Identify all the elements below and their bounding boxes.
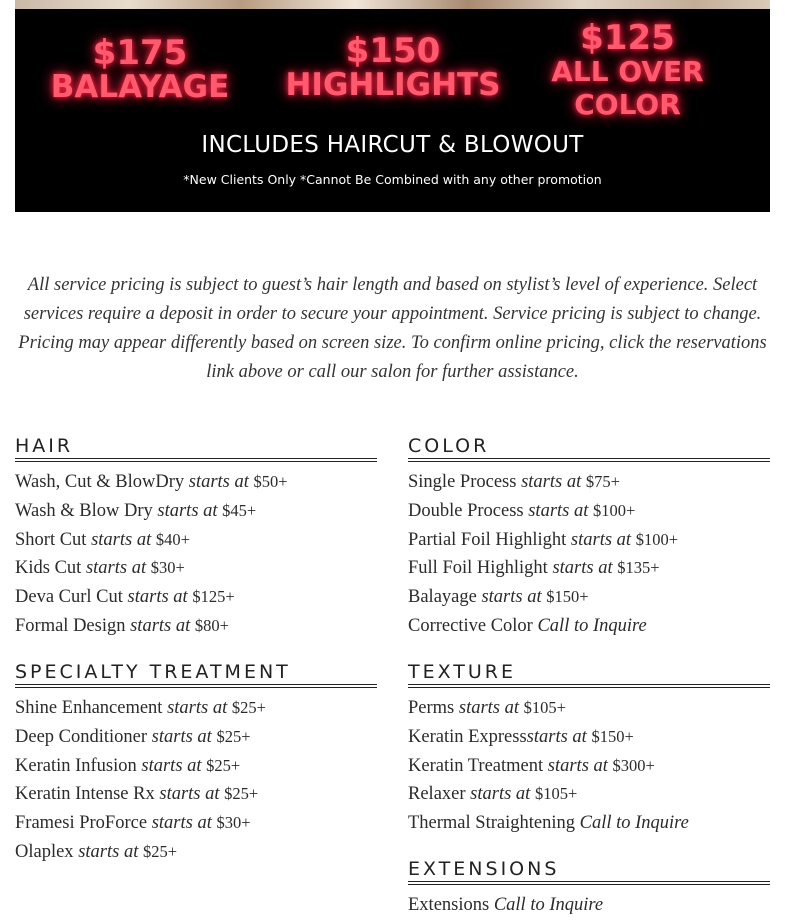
service-price: $30+: [216, 813, 251, 833]
service-list: [408, 891, 770, 920]
service-price: $150+: [546, 587, 589, 607]
service-item: [408, 612, 770, 641]
service-price: $105+: [534, 784, 578, 804]
service-price: $45+: [222, 500, 257, 520]
service-price: $100+: [593, 500, 636, 520]
service-item: [408, 694, 770, 723]
section-texture: [408, 660, 770, 838]
service-name: Wash & Blow Dry: [15, 500, 153, 521]
service-price: $25+: [224, 784, 259, 804]
service-name: Keratin Express: [408, 726, 527, 747]
promo-name: HIGHLIGHTS: [285, 67, 501, 103]
service-item: [408, 583, 770, 612]
service-name: Olaplex: [15, 841, 74, 862]
service-name: Short Cut: [15, 529, 87, 550]
service-item: [408, 723, 770, 752]
service-qualifier: starts at: [570, 529, 632, 550]
service-name: Deep Conditioner: [15, 726, 148, 747]
promo-price: $175: [92, 33, 188, 73]
service-name: Keratin Infusion: [15, 755, 137, 776]
service-list: [408, 694, 770, 838]
promo-name-line2: COLOR: [574, 88, 681, 121]
service-list: [408, 468, 770, 641]
service-item: [15, 694, 377, 723]
service-qualifier: starts at: [481, 587, 542, 608]
section-heading: EXTENSIONS: [408, 858, 560, 880]
service-name: Formal Design: [15, 615, 126, 636]
service-name: Corrective Color: [408, 615, 533, 636]
promo-banner: [15, 0, 770, 212]
service-price: $25+: [142, 841, 178, 861]
pricing-disclaimer: All service pricing is subject to guest’s hair length and based on stylist’s level of experience. Select services require a deposit in order to secure your appointment. Service pricing is subject to change. Pricing may appear differently based on screen size. To confirm online pricing, click the reservations link above or call our salon for further assistance.: [18, 274, 767, 382]
service-name: Partial Foil Highlight: [408, 529, 567, 550]
service-price: $75+: [585, 472, 620, 491]
service-qualifier: starts at: [470, 784, 531, 805]
service-name: Extensions: [408, 895, 490, 915]
service-item: [408, 468, 770, 497]
service-item: [15, 838, 377, 867]
service-qualifier: starts at: [521, 472, 582, 492]
service-price: $105+: [523, 698, 566, 717]
service-price: $40+: [155, 529, 190, 549]
service-price: $150+: [591, 726, 634, 746]
service-price: $135+: [617, 558, 660, 578]
service-item: [15, 612, 377, 641]
service-name: Balayage: [408, 587, 477, 608]
promo-price: $150: [345, 31, 441, 71]
service-item: [15, 554, 377, 583]
section-divider: [15, 684, 377, 688]
service-item: [15, 583, 377, 612]
promo-name: BALAYAGE: [50, 69, 230, 105]
service-price: $50+: [253, 472, 288, 491]
section-divider: [408, 458, 770, 462]
service-price: $300+: [612, 755, 655, 775]
service-name: Deva Curl Cut: [15, 587, 123, 608]
service-price: $25+: [231, 698, 266, 717]
service-qualifier: starts at: [78, 841, 139, 862]
service-item: [408, 554, 770, 583]
service-item: [408, 752, 770, 781]
section-specialty-treatment: [15, 660, 377, 867]
service-name: Framesi ProForce: [15, 813, 148, 834]
section-divider: [15, 458, 377, 462]
promo-includes: INCLUDES HAIRCUT & BLOWOUT: [201, 132, 584, 158]
service-qualifier: Call to Inquire: [493, 895, 604, 915]
section-heading: TEXTURE: [408, 661, 517, 683]
service-qualifier: starts at: [188, 472, 249, 492]
service-qualifier: starts at: [151, 813, 212, 834]
service-name: Single Process: [408, 472, 517, 492]
service-item: [15, 780, 377, 809]
service-qualifier: starts at: [159, 784, 220, 805]
service-item: [408, 526, 770, 555]
service-qualifier: starts at: [526, 726, 587, 747]
service-price: $25+: [216, 726, 251, 746]
section-heading: HAIR: [15, 435, 74, 457]
section-hair: [15, 434, 377, 641]
service-item: [15, 468, 377, 497]
service-qualifier: starts at: [91, 529, 152, 550]
service-item: [15, 809, 377, 838]
section-divider: [408, 881, 770, 885]
service-item: [15, 526, 377, 555]
section-divider: [408, 684, 770, 688]
promo-balayage: [35, 33, 245, 105]
service-name: Double Process: [408, 500, 524, 521]
service-qualifier: starts at: [127, 587, 188, 608]
service-name: Wash, Cut & BlowDry: [15, 472, 185, 492]
service-list: [15, 694, 377, 867]
service-name: Relaxer: [408, 784, 466, 805]
service-qualifier: Call to Inquire: [579, 813, 689, 834]
service-name: Thermal Straightening: [408, 813, 575, 834]
service-item: [408, 891, 770, 920]
section-color: [408, 434, 770, 641]
service-qualifier: starts at: [85, 558, 147, 579]
service-name: Perms: [408, 698, 455, 718]
service-price: $100+: [635, 529, 678, 549]
section-extensions: [408, 857, 770, 920]
service-item: [15, 752, 377, 781]
promo-price: $125: [580, 18, 675, 58]
service-qualifier: starts at: [151, 726, 212, 747]
service-price: $80+: [194, 615, 229, 635]
service-name: Keratin Intense Rx: [15, 784, 155, 805]
service-qualifier: starts at: [157, 500, 218, 521]
service-qualifier: starts at: [547, 755, 608, 776]
service-price: $25+: [206, 755, 241, 775]
promo-name-line1: ALL OVER: [551, 55, 704, 88]
section-heading: COLOR: [408, 435, 490, 457]
service-item: [408, 780, 770, 809]
service-name: Full Foil Highlight: [408, 558, 548, 579]
service-qualifier: starts at: [130, 615, 191, 636]
service-qualifier: starts at: [141, 755, 202, 776]
promo-highlights: [273, 31, 513, 103]
service-price: $125+: [192, 587, 235, 607]
banner-photo-strip: [15, 0, 770, 9]
service-qualifier: starts at: [552, 558, 613, 579]
service-qualifier: Call to Inquire: [537, 615, 647, 636]
service-item: [408, 497, 770, 526]
service-item: [408, 809, 770, 838]
service-name: Kids Cut: [15, 558, 82, 579]
service-item: [15, 497, 377, 526]
service-qualifier: starts at: [458, 698, 520, 718]
service-price: $30+: [150, 558, 185, 578]
section-heading: SPECIALTY TREATMENT: [15, 661, 291, 683]
service-qualifier: starts at: [528, 500, 589, 521]
service-list: [15, 468, 377, 641]
service-item: [15, 723, 377, 752]
service-name: Keratin Treatment: [408, 755, 544, 776]
promo-all-over-color: [545, 18, 710, 121]
service-qualifier: starts at: [167, 698, 228, 718]
promo-fineprint: *New Clients Only *Cannot Be Combined with any other promotion: [183, 172, 602, 187]
service-name: Shine Enhancement: [15, 698, 163, 718]
